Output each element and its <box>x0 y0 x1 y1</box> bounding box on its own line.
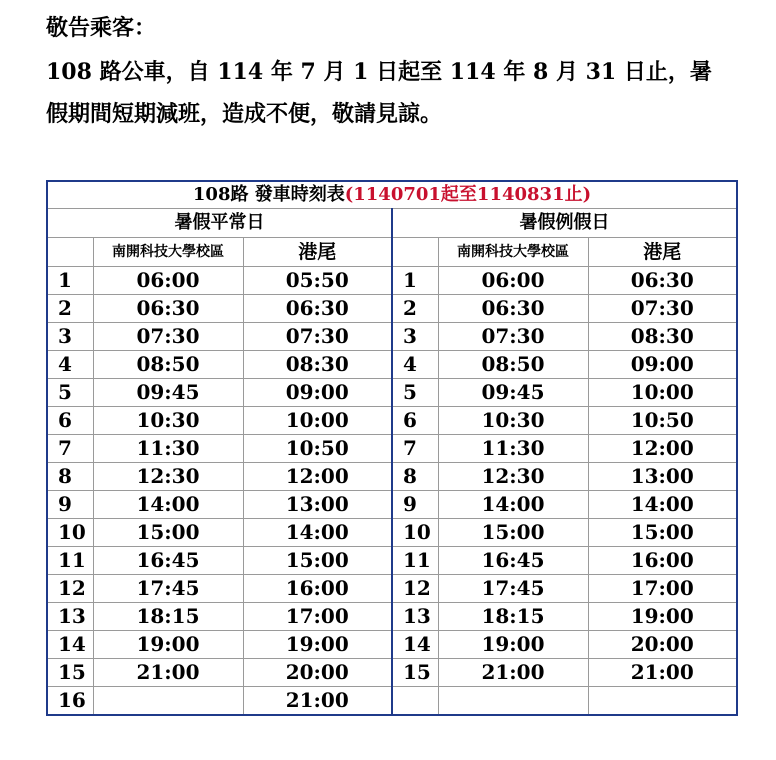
weekday-trip-number: 1 <box>47 267 93 295</box>
holiday-time-gangwei: 09:00 <box>588 351 737 379</box>
holiday-time-gangwei: 10:00 <box>588 379 737 407</box>
table-row <box>47 379 737 407</box>
weekday-trip-number: 7 <box>47 435 93 463</box>
weekday-time-gangwei: 20:00 <box>243 659 392 687</box>
weekday-time-campus: 19:00 <box>93 631 243 659</box>
table-row <box>47 631 737 659</box>
table-row <box>47 463 737 491</box>
holiday-time-gangwei: 17:00 <box>588 575 737 603</box>
holiday-time-campus: 18:15 <box>438 603 588 631</box>
holiday-trip-number: 5 <box>392 379 438 407</box>
weekday-time-campus: 09:45 <box>93 379 243 407</box>
holiday-time-gangwei: 19:00 <box>588 603 737 631</box>
holiday-time-campus: 17:45 <box>438 575 588 603</box>
timetable-title-row <box>47 181 737 209</box>
weekday-time-gangwei: 06:30 <box>243 295 392 323</box>
holiday-time-gangwei <box>588 687 737 716</box>
holiday-time-campus: 08:50 <box>438 351 588 379</box>
weekday-time-campus: 15:00 <box>93 519 243 547</box>
weekday-trip-number: 2 <box>47 295 93 323</box>
holiday-time-gangwei: 20:00 <box>588 631 737 659</box>
weekday-time-gangwei: 19:00 <box>243 631 392 659</box>
holiday-time-campus: 16:45 <box>438 547 588 575</box>
holiday-time-campus: 15:00 <box>438 519 588 547</box>
table-row <box>47 351 737 379</box>
weekday-time-campus: 10:30 <box>93 407 243 435</box>
holiday-trip-number: 15 <box>392 659 438 687</box>
weekday-time-gangwei: 16:00 <box>243 575 392 603</box>
holiday-time-gangwei: 16:00 <box>588 547 737 575</box>
table-row <box>47 323 737 351</box>
weekday-trip-number: 14 <box>47 631 93 659</box>
holiday-time-gangwei: 06:30 <box>588 267 737 295</box>
holiday-stop1-header: 南開科技大學校區 <box>438 238 588 267</box>
weekday-time-campus: 14:00 <box>93 491 243 519</box>
holiday-trip-number: 12 <box>392 575 438 603</box>
notice-body-line-2: 假期間短期減班，造成不便，敬請見諒。 <box>46 101 443 127</box>
holiday-trip-number: 10 <box>392 519 438 547</box>
weekday-stop1-header: 南開科技大學校區 <box>93 238 243 267</box>
holiday-stop2-header: 港尾 <box>588 238 737 267</box>
timetable-title <box>47 181 737 209</box>
holiday-trip-number: 13 <box>392 603 438 631</box>
holiday-time-gangwei: 12:00 <box>588 435 737 463</box>
weekday-trip-number: 3 <box>47 323 93 351</box>
weekday-time-campus <box>93 687 243 716</box>
holiday-time-campus: 06:00 <box>438 267 588 295</box>
weekday-trip-number: 4 <box>47 351 93 379</box>
holiday-time-campus: 09:45 <box>438 379 588 407</box>
holiday-time-gangwei: 07:30 <box>588 295 737 323</box>
holiday-time-campus: 19:00 <box>438 631 588 659</box>
holiday-time-gangwei: 08:30 <box>588 323 737 351</box>
weekday-time-gangwei: 09:00 <box>243 379 392 407</box>
holiday-trip-number: 1 <box>392 267 438 295</box>
holiday-number-header <box>392 238 438 267</box>
holiday-trip-number: 4 <box>392 351 438 379</box>
weekday-time-campus: 21:00 <box>93 659 243 687</box>
holiday-trip-number <box>392 687 438 716</box>
weekday-time-gangwei: 08:30 <box>243 351 392 379</box>
weekday-time-gangwei: 12:00 <box>243 463 392 491</box>
holiday-time-campus <box>438 687 588 716</box>
weekday-time-campus: 06:30 <box>93 295 243 323</box>
holiday-trip-number: 9 <box>392 491 438 519</box>
table-row <box>47 295 737 323</box>
holiday-time-campus: 21:00 <box>438 659 588 687</box>
holiday-trip-number: 14 <box>392 631 438 659</box>
holiday-trip-number: 8 <box>392 463 438 491</box>
table-row <box>47 575 737 603</box>
notice <box>46 14 766 130</box>
weekday-trip-number: 9 <box>47 491 93 519</box>
table-row <box>47 267 737 295</box>
holiday-time-gangwei: 15:00 <box>588 519 737 547</box>
holiday-time-gangwei: 14:00 <box>588 491 737 519</box>
weekday-trip-number: 11 <box>47 547 93 575</box>
weekday-number-header <box>47 238 93 267</box>
weekday-trip-number: 10 <box>47 519 93 547</box>
weekday-time-campus: 08:50 <box>93 351 243 379</box>
weekday-trip-number: 8 <box>47 463 93 491</box>
table-row <box>47 603 737 631</box>
weekday-trip-number: 6 <box>47 407 93 435</box>
holiday-time-campus: 10:30 <box>438 407 588 435</box>
timetable-title-range: (1140701起至1140831止) <box>344 184 592 205</box>
notice-heading: 敬告乘客： <box>46 15 157 41</box>
notice-body-line-1: 108 路公車，自 114 年 7 月 1 日起至 114 年 8 月 31 日止，暑 <box>46 59 712 85</box>
holiday-time-gangwei: 21:00 <box>588 659 737 687</box>
holiday-time-campus: 07:30 <box>438 323 588 351</box>
table-row <box>47 519 737 547</box>
weekday-time-gangwei: 15:00 <box>243 547 392 575</box>
holiday-trip-number: 11 <box>392 547 438 575</box>
holiday-trip-number: 7 <box>392 435 438 463</box>
holiday-trip-number: 2 <box>392 295 438 323</box>
holiday-time-campus: 12:30 <box>438 463 588 491</box>
weekday-trip-number: 15 <box>47 659 93 687</box>
weekday-time-gangwei: 05:50 <box>243 267 392 295</box>
column-header-row <box>47 238 737 267</box>
weekday-trip-number: 16 <box>47 687 93 716</box>
holiday-section-label: 暑假例假日 <box>392 209 737 238</box>
timetable <box>46 180 738 716</box>
weekday-time-campus: 16:45 <box>93 547 243 575</box>
table-row <box>47 491 737 519</box>
section-header-row <box>47 209 737 238</box>
weekday-time-campus: 12:30 <box>93 463 243 491</box>
table-row <box>47 407 737 435</box>
weekday-time-gangwei: 07:30 <box>243 323 392 351</box>
weekday-time-gangwei: 21:00 <box>243 687 392 716</box>
weekday-time-gangwei: 13:00 <box>243 491 392 519</box>
weekday-time-gangwei: 17:00 <box>243 603 392 631</box>
weekday-trip-number: 5 <box>47 379 93 407</box>
weekday-time-campus: 07:30 <box>93 323 243 351</box>
table-row <box>47 435 737 463</box>
table-row <box>47 659 737 687</box>
weekday-stop2-header: 港尾 <box>243 238 392 267</box>
holiday-time-gangwei: 13:00 <box>588 463 737 491</box>
timetable-title-prefix: 108路 發車時刻表 <box>192 184 345 205</box>
holiday-time-campus: 06:30 <box>438 295 588 323</box>
table-row <box>47 547 737 575</box>
weekday-section-label: 暑假平常日 <box>47 209 392 238</box>
weekday-time-campus: 17:45 <box>93 575 243 603</box>
weekday-time-gangwei: 14:00 <box>243 519 392 547</box>
holiday-time-campus: 14:00 <box>438 491 588 519</box>
weekday-trip-number: 12 <box>47 575 93 603</box>
holiday-trip-number: 6 <box>392 407 438 435</box>
weekday-trip-number: 13 <box>47 603 93 631</box>
table-row <box>47 687 737 716</box>
weekday-time-campus: 11:30 <box>93 435 243 463</box>
holiday-time-campus: 11:30 <box>438 435 588 463</box>
holiday-trip-number: 3 <box>392 323 438 351</box>
weekday-time-campus: 18:15 <box>93 603 243 631</box>
weekday-time-gangwei: 10:50 <box>243 435 392 463</box>
weekday-time-gangwei: 10:00 <box>243 407 392 435</box>
weekday-time-campus: 06:00 <box>93 267 243 295</box>
holiday-time-gangwei: 10:50 <box>588 407 737 435</box>
